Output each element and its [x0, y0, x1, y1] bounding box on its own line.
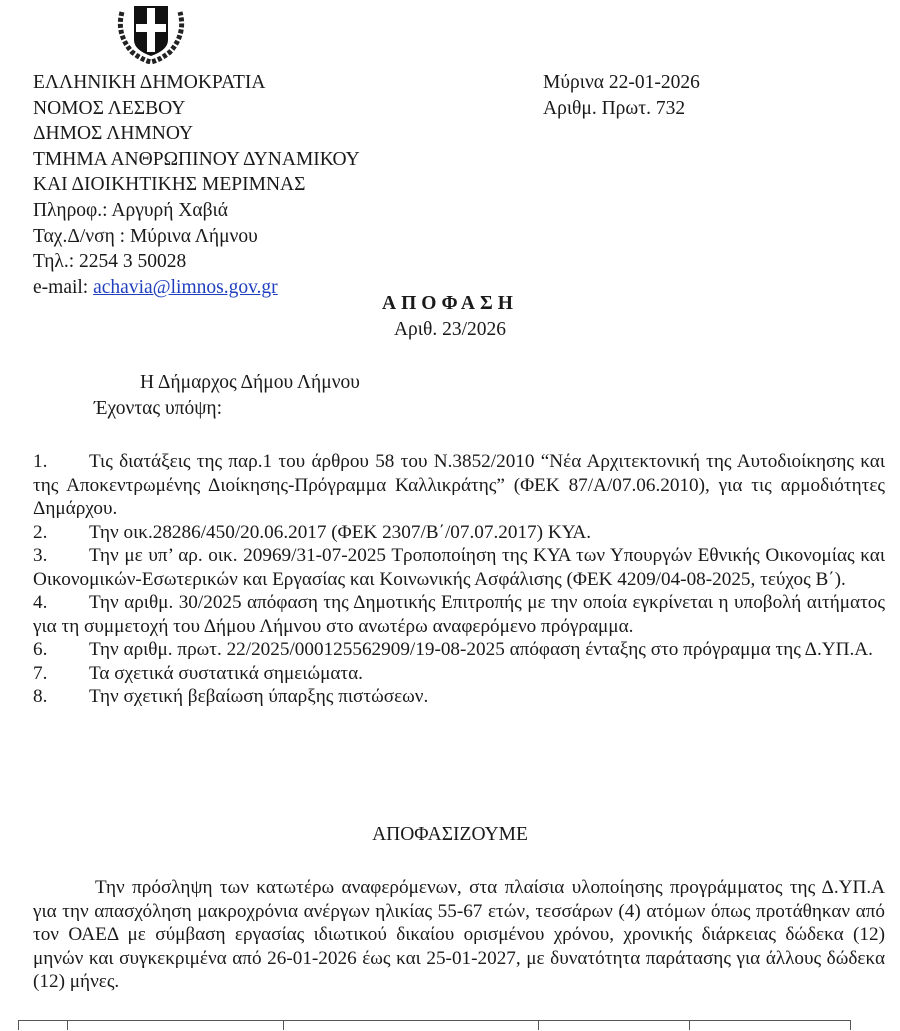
list-item	[33, 450, 885, 521]
country-name: ΕΛΛΗΝΙΚΗ ΔΗΜΟΚΡΑΤΙΑ	[33, 72, 266, 93]
phone-number: Τηλ.: 2254 3 50028	[33, 251, 187, 273]
document-title: ΑΠΟΦΑΣΗ	[382, 293, 518, 314]
email-label: e-mail:	[33, 276, 94, 298]
table-column-divider	[689, 1020, 690, 1030]
place-date: Μύρινα 22-01-2026	[543, 72, 700, 93]
table-column-divider	[67, 1020, 68, 1030]
sender-block	[33, 70, 360, 300]
item-text: Την οικ.28286/450/20.06.2017 (ΦΕΚ 2307/Β΄/07.07.2017) ΚΥΑ.	[89, 521, 592, 543]
list-item	[33, 662, 885, 686]
table-column-divider	[538, 1020, 539, 1030]
department-name-line1: ΤΜΗΜΑ ΑΝΘΡΩΠΙΝΟΥ ΔΥΝΑΜΙΚΟΥ	[33, 148, 360, 170]
issuer-line: Η Δήμαρχος Δήμου Λήμνου	[140, 372, 360, 393]
prefecture-name: ΝΟΜΟΣ ΛΕΣΒΟΥ	[33, 97, 186, 119]
email-link[interactable]: achavia@limnos.gov.gr	[93, 276, 278, 298]
table-column-divider	[18, 1020, 19, 1030]
item-number: 2.	[33, 521, 48, 543]
table-column-divider	[283, 1020, 284, 1030]
item-text: Την με υπ’ αρ. οικ. 20969/31-07-2025 Τροποποίηση της ΚΥΑ των Υπουργών Εθνικής Οικονομίας και Οικονομικών-Εσωτερικών και Εργασίας και Κοινωνικής Ασφάλισης (ΦΕΚ 4209/04-08-2025, τεύχος Β΄).	[33, 545, 885, 590]
item-text: Τις διατάξεις της παρ.1 του άρθρου 58 του Ν.3852/2010 “Νέα Αρχιτεκτονική της Αυτοδιοίκησης και της Αποκεντρωμένης Διοίκησης-Πρόγραμμα Καλλικράτης” (ΦΕΚ 87/Α/07.06.2010), για τις αρμοδιότητες Δημάρχου.	[33, 451, 885, 519]
item-number: 3.	[33, 545, 48, 566]
item-text: Την σχετική βεβαίωση ύπαρξης πιστώσεων.	[89, 686, 429, 707]
postal-address: Ταχ.Δ/νση : Μύρινα Λήμνου	[33, 225, 258, 247]
item-text: Τα σχετικά συστατικά σημειώματα.	[89, 662, 363, 684]
staff-table-top-border	[18, 1020, 850, 1031]
item-text: Την αριθμ. 30/2025 απόφαση της Δημοτικής Επιτροπής με την οποία εγκρίνεται η υποβολή αιτήματος για τη συμμετοχή του Δήμου Λήμνου στο ανωτέρω αναφερόμενο πρόγραμμα.	[33, 592, 885, 637]
municipality-name: ΔΗΜΟΣ ΛΗΜΝΟΥ	[33, 123, 194, 145]
considering-heading: Έχοντας υπόψη:	[94, 398, 223, 419]
decision-number: Αριθ. 23/2026	[393, 319, 507, 340]
list-item	[33, 544, 885, 591]
list-item	[33, 591, 885, 638]
item-number: 6.	[33, 639, 48, 660]
item-text: Την αριθμ. πρωτ. 22/2025/000125562909/19-08-2025 απόφαση ένταξης στο πρόγραμμα της Δ.ΥΠ.Α.	[89, 639, 873, 660]
item-number: 4.	[33, 592, 48, 613]
item-number: 7.	[33, 662, 48, 684]
department-name-line2: ΚΑΙ ΔΙΟΙΚΗΤΙΚΗΣ ΜΕΡΙΜΝΑΣ	[33, 174, 306, 196]
list-item	[33, 685, 885, 709]
item-number: 8.	[33, 686, 48, 707]
table-column-divider	[850, 1020, 851, 1030]
considerations-list	[33, 450, 885, 709]
list-item	[33, 521, 885, 545]
greek-coat-of-arms-icon	[112, 0, 190, 64]
decide-heading: ΑΠΟΦΑΣΙΖΟΥΜΕ	[372, 824, 528, 845]
protocol-number: Αριθμ. Πρωτ. 732	[543, 97, 686, 119]
item-number: 1.	[33, 451, 48, 472]
date-protocol-block	[543, 70, 700, 121]
list-item	[33, 638, 885, 662]
decision-paragraph: Την πρόσληψη των κατωτέρω αναφερόμενων, στα πλαίσια υλοποίησης προγράμματος της Δ.ΥΠ.Α για την απασχόληση μακροχρόνια ανέργων ηλικίας 55-67 ετών, τεσσάρων (4) ατόμων όπως προτάθηκαν από τον ΟΑΕΔ με σύμβαση εργασίας ιδιωτικού δικαίου ορισμένου χρόνου, χρονικής διάρκειας δώδεκα (12) μηνών και συγκεκριμένα από 26-01-2026 έως και 25-01-2027, με δυνατότητα παράτασης για άλλους δώδεκα (12) μήνες.	[33, 877, 885, 992]
contact-person: Πληροφ.: Αργυρή Χαβιά	[33, 199, 228, 221]
